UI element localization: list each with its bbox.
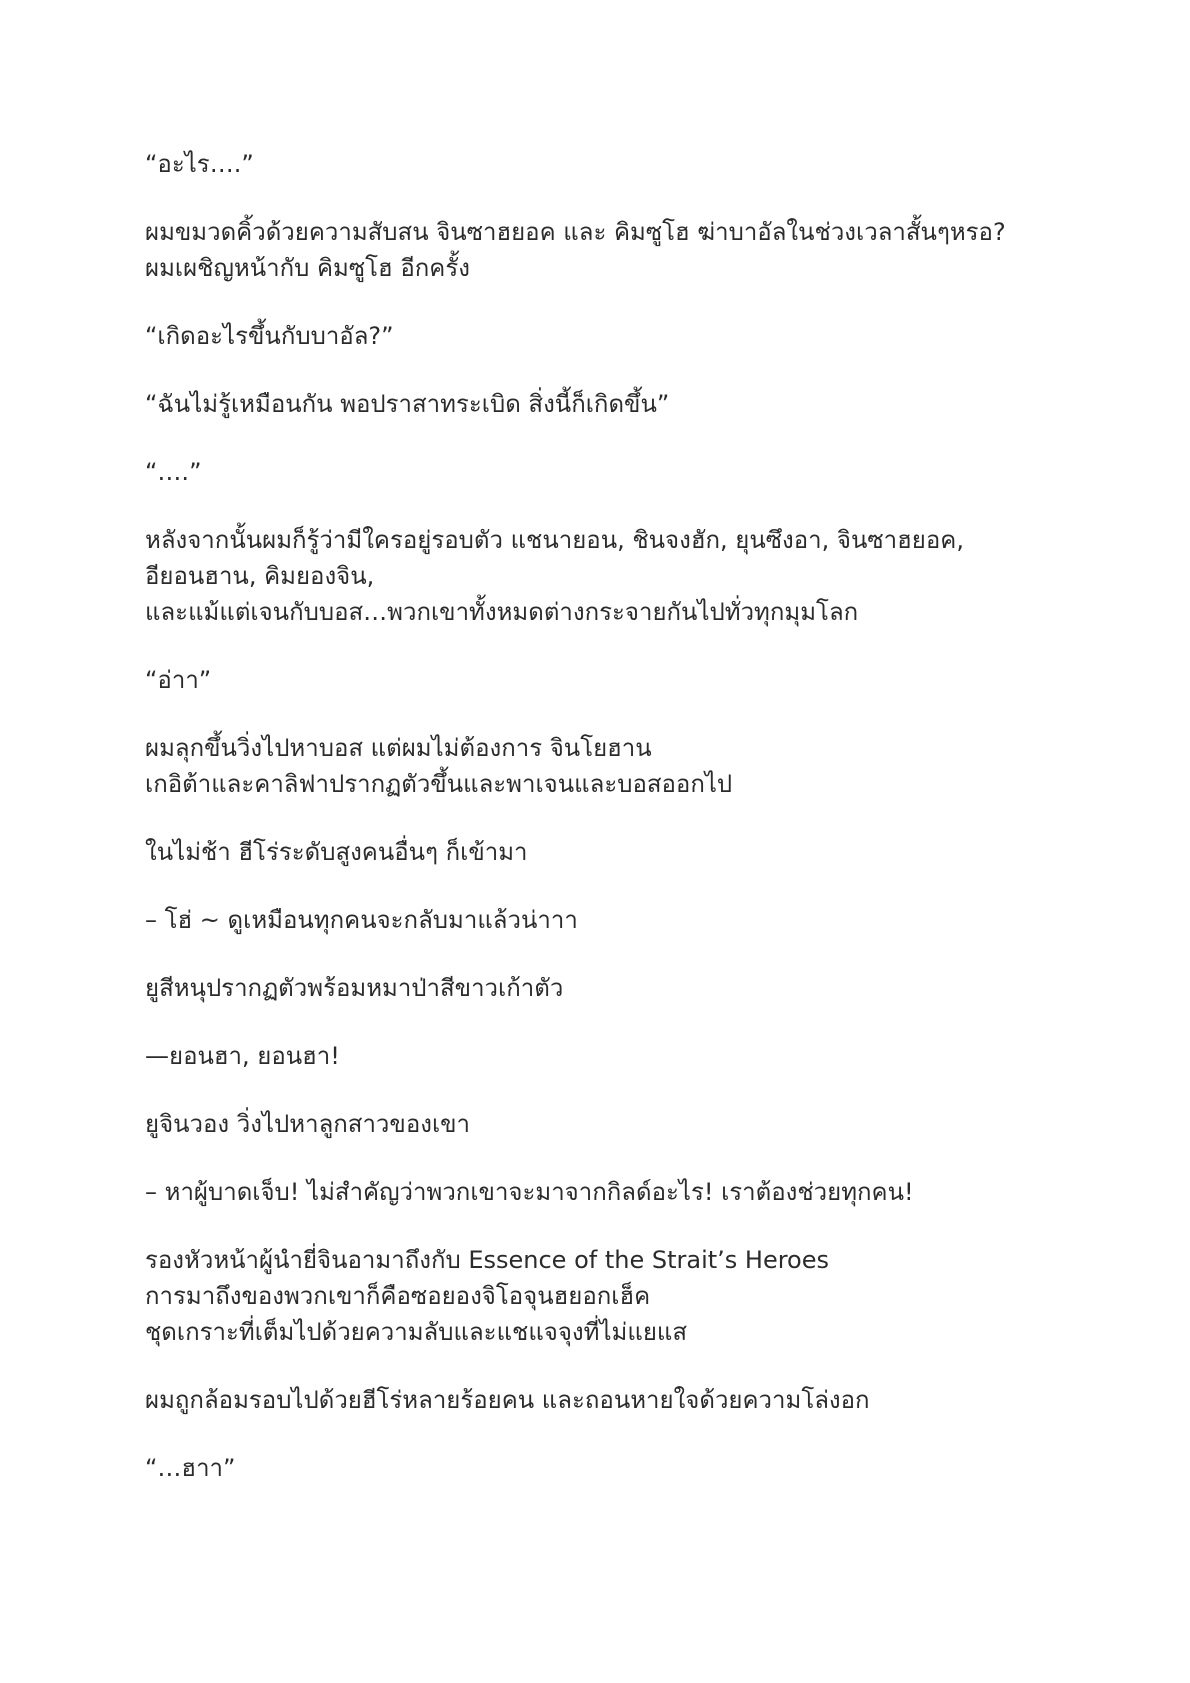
paragraph-5: [145, 454, 1065, 490]
text-line: – หาผู้บาดเจ็บ! ไม่สำคัญว่าพวกเขาจะมาจากกิลด์อะไร! เราต้องช่วยทุกคน!: [145, 1178, 914, 1206]
text-line: “ฉันไม่รู้เหมือนกัน พอปราสาทระเบิด สิ่งนี้ก็เกิดขึ้น”: [145, 390, 670, 418]
text-line: – โฮ่ ~ ดูเหมือนทุกคนจะกลับมาแล้วน่าาา: [145, 906, 578, 934]
paragraph-1: [145, 146, 1065, 182]
text-line: “เกิดอะไรขึ้นกับบาอัล?”: [145, 322, 394, 350]
text-line: หลังจากนั้นผมก็รู้ว่ามีใครอยู่รอบตัว แชนายอน, ชินจงฮัก, ยุนซึงอา, จินซาฮยอค,: [145, 526, 964, 554]
text-line: “อะไร….”: [145, 150, 254, 178]
paragraph-15: [145, 1242, 1065, 1350]
text-line: ผมลุกขึ้นวิ่งไปหาบอส แต่ผมไม่ต้องการ จินโยฮาน: [145, 734, 652, 762]
text-line: —ยอนฮา, ยอนฮา!: [145, 1042, 340, 1070]
text-line: ผมถูกล้อมรอบไปด้วยฮีโร่หลายร้อยคน และถอนหายใจด้วยความโล่งอก: [145, 1386, 870, 1414]
paragraph-12: [145, 1038, 1065, 1074]
text-line: และแม้แต่เจนกับบอส…พวกเขาทั้งหมดต่างกระจายกันไปทั่วทุกมุมโลก: [145, 598, 859, 626]
paragraph-9: [145, 834, 1065, 870]
text-line: ชุดเกราะที่เต็มไปด้วยความลับและแชแจจุงที่ไม่แยแส: [145, 1318, 687, 1346]
paragraph-17: [145, 1450, 1065, 1486]
text-line: การมาถึงของพวกเขาก็คือซอยองจิโอจุนฮยอกเฮ็ค: [145, 1282, 651, 1310]
paragraph-11: [145, 970, 1065, 1006]
text-line: รองหัวหน้าผู้นำยี่จินอามาถึงกับ Essence of the Strait’s Heroes: [145, 1246, 830, 1274]
text-line: “….”: [145, 458, 202, 486]
text-line: ผมขมวดคิ้วด้วยความสับสน จินซาฮยอค และ คิมซูโฮ ฆ่าบาอัลในช่วงเวลาสั้นๆหรอ?: [145, 218, 1006, 246]
paragraph-16: [145, 1382, 1065, 1418]
text-line: เกอิต้าและคาลิฟาปรากฏตัวขึ้นและพาเจนและบอสออกไป: [145, 770, 733, 798]
paragraph-3: [145, 318, 1065, 354]
text-line: ผมเผชิญหน้ากับ คิมซูโฮ อีกครั้ง: [145, 254, 470, 282]
text-line: อียอนฮาน, คิมยองจิน,: [145, 562, 375, 590]
paragraph-6: [145, 522, 1065, 630]
paragraph-8: [145, 730, 1065, 802]
paragraph-4: [145, 386, 1065, 422]
paragraph-14: [145, 1174, 1065, 1210]
text-line: ในไม่ช้า ฮีโร่ระดับสูงคนอื่นๆ ก็เข้ามา: [145, 838, 528, 866]
text-line: ยูจินวอง วิ่งไปหาลูกสาวของเขา: [145, 1110, 471, 1138]
paragraph-2: [145, 214, 1065, 286]
paragraph-10: [145, 902, 1065, 938]
text-line: “…ฮาา”: [145, 1454, 236, 1482]
paragraph-13: [145, 1106, 1065, 1142]
document-body: [145, 146, 1065, 1518]
text-line: ยูสีหนุปรากฏตัวพร้อมหมาป่าสีขาวเก้าตัว: [145, 974, 564, 1002]
paragraph-7: [145, 662, 1065, 698]
text-line: “อ่าา”: [145, 666, 212, 694]
